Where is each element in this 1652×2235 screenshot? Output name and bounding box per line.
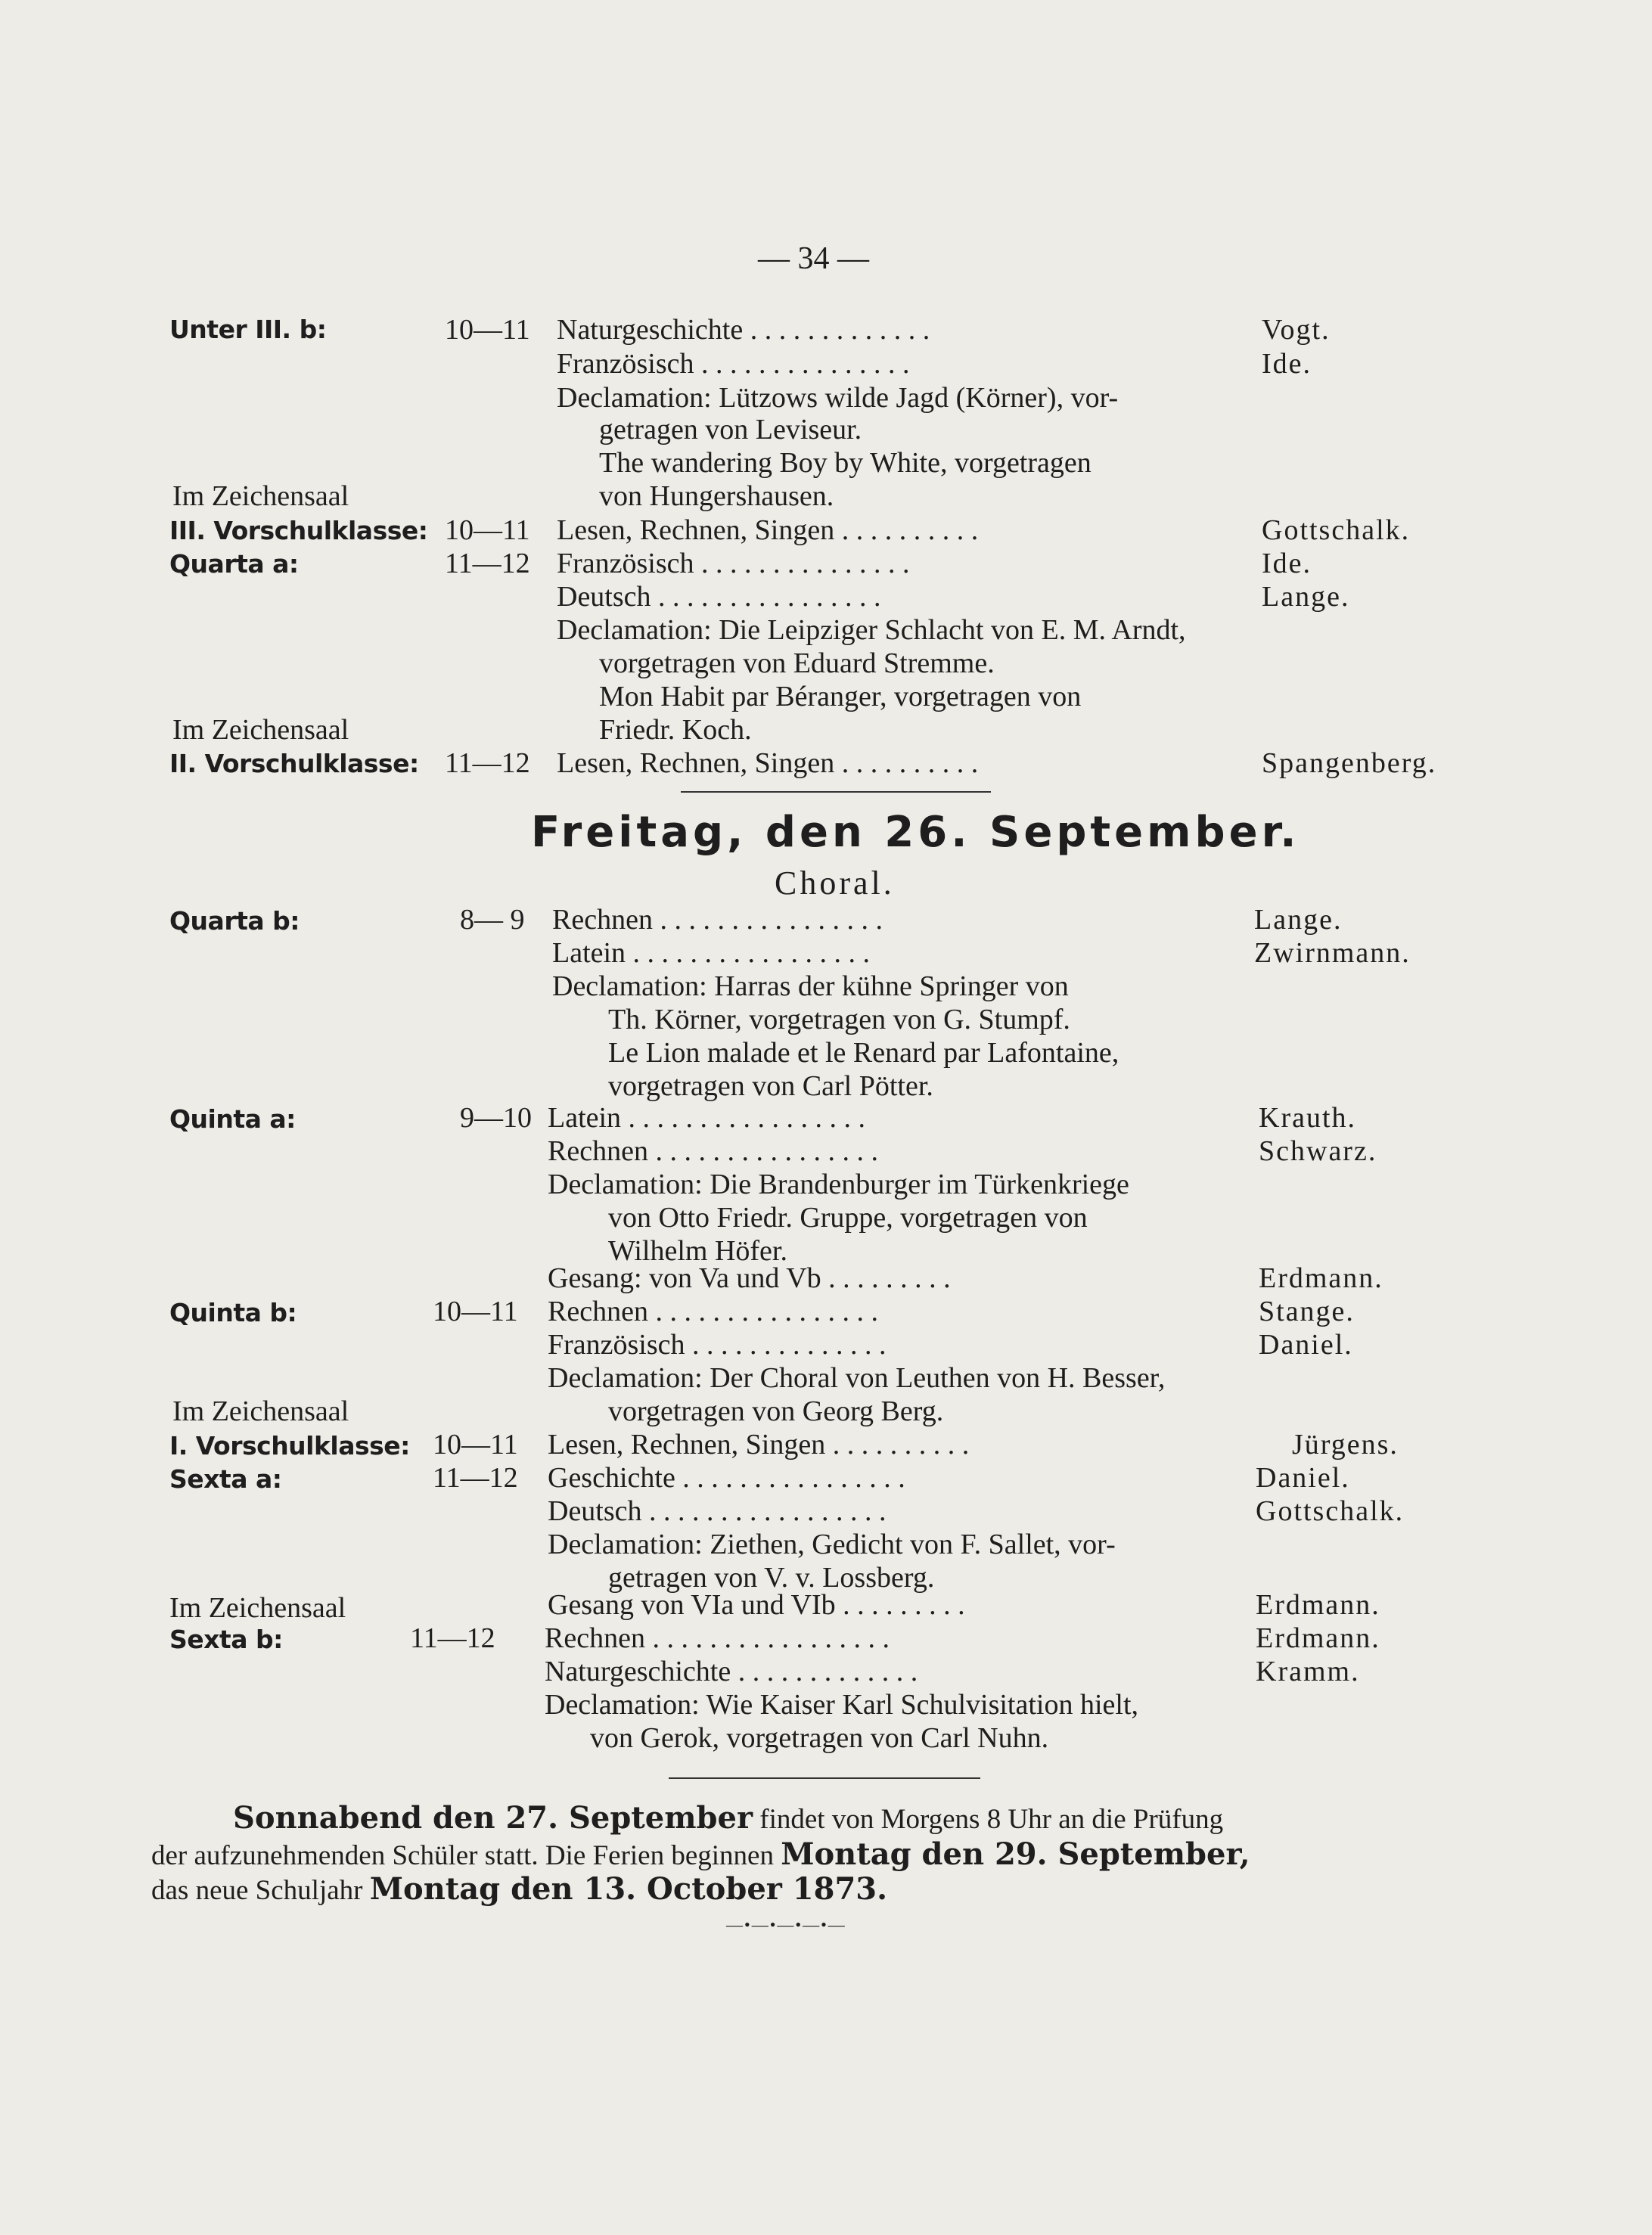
lesson-subject: Lesen, Rechnen, Singen . . . . . . . . . . — [548, 1429, 970, 1461]
lesson-subject: Naturgeschichte . . . . . . . . . . . . . — [545, 1656, 918, 1687]
room-note: Im Zeichensaal — [172, 1395, 349, 1427]
declamation-line: vorgetragen von Eduard Stremme. — [599, 647, 995, 679]
lesson-teacher: Erdmann. — [1259, 1262, 1383, 1294]
declamation-line: von Otto Friedr. Gruppe, vorgetragen von — [608, 1202, 1088, 1234]
lesson-teacher: Kramm. — [1256, 1656, 1360, 1687]
declamation-line: getragen von Leviseur. — [599, 414, 862, 445]
lesson-time: 8— 9 — [460, 904, 525, 936]
lesson-subject: Französisch . . . . . . . . . . . . . . . — [557, 348, 910, 380]
lesson-subject: Deutsch . . . . . . . . . . . . . . . . . — [548, 1495, 887, 1527]
declamation-line: Declamation: Harras der kühne Springer von — [552, 970, 1069, 1002]
lesson-teacher: Krauth. — [1259, 1102, 1357, 1134]
declamation-line: Le Lion malade et le Renard par Lafontaine, — [608, 1037, 1119, 1069]
lesson-teacher: Erdmann. — [1256, 1622, 1380, 1654]
lesson-subject: Latein . . . . . . . . . . . . . . . . . — [552, 937, 871, 969]
declamation-line: Friedr. Koch. — [599, 714, 752, 746]
class-label-sexta-b: Sexta b: — [169, 1625, 283, 1654]
lesson-teacher: Gottschalk. — [1262, 514, 1411, 546]
declamation-line: Declamation: Wie Kaiser Karl Schulvisitation hielt, — [545, 1689, 1139, 1721]
declamation-line: Declamation: Ziethen, Gedicht von F. Sallet, vor- — [548, 1529, 1116, 1560]
ornament-divider: —•—•—•—•— — [726, 1915, 846, 1934]
closing-line-3 — [151, 1871, 887, 1907]
lesson-subject: Rechnen . . . . . . . . . . . . . . . . — [552, 904, 883, 936]
lesson-teacher: Zwirnmann. — [1254, 937, 1411, 969]
declamation-line: Declamation: Die Brandenburger im Türkenkriege — [548, 1169, 1129, 1200]
lesson-teacher: Ide. — [1262, 348, 1312, 380]
closing-text: der aufzunehmenden Schüler statt. Die Ferien beginnen — [151, 1840, 781, 1871]
class-label-quinta-b: Quinta b: — [169, 1298, 297, 1327]
class-label-sexta-a: Sexta a: — [169, 1464, 282, 1494]
class-label-i-vorschulklasse: I. Vorschulklasse: — [169, 1431, 410, 1461]
lesson-subject: Latein . . . . . . . . . . . . . . . . . — [548, 1102, 866, 1134]
lesson-time: 11—12 — [445, 548, 530, 579]
closing-date-bold: Sonnabend den 27. September — [233, 1800, 753, 1836]
lesson-teacher: Daniel. — [1259, 1329, 1353, 1361]
room-note: Im Zeichensaal — [169, 1592, 346, 1624]
declamation-line: Wilhelm Höfer. — [608, 1235, 787, 1267]
class-label-quarta-b: Quarta b: — [169, 906, 300, 936]
day-heading: Freitag, den 26. September. — [531, 808, 1300, 857]
room-note: Im Zeichensaal — [172, 480, 349, 512]
class-label-quinta-a: Quinta a: — [169, 1104, 296, 1134]
declamation-line: Mon Habit par Béranger, vorgetragen von — [599, 681, 1082, 712]
closing-date-bold: Montag den 29. September, — [781, 1836, 1250, 1872]
declamation-line: Declamation: Die Leipziger Schlacht von E. M. Arndt, — [557, 614, 1186, 646]
lesson-teacher: Daniel. — [1256, 1462, 1350, 1494]
lesson-subject: Französisch . . . . . . . . . . . . . . — [548, 1329, 887, 1361]
lesson-subject: Lesen, Rechnen, Singen . . . . . . . . . . — [557, 747, 979, 779]
lesson-teacher: Gottschalk. — [1256, 1495, 1405, 1527]
closing-line-1 — [233, 1800, 1223, 1836]
lesson-teacher: Ide. — [1262, 548, 1312, 579]
declamation-line: Th. Körner, vorgetragen von G. Stumpf. — [608, 1004, 1070, 1035]
declamation-line: The wandering Boy by White, vorgetragen — [599, 447, 1092, 479]
lesson-subject: Naturgeschichte . . . . . . . . . . . . . — [557, 314, 930, 346]
closing-text: findet von Morgens 8 Uhr an die Prüfung — [753, 1804, 1224, 1835]
lesson-teacher: Jürgens. — [1292, 1429, 1399, 1461]
section-divider — [669, 1777, 980, 1779]
lesson-teacher: Vogt. — [1262, 314, 1331, 346]
lesson-teacher: Stange. — [1259, 1296, 1355, 1327]
page-number: — 34 — — [758, 241, 869, 276]
lesson-time: 11—12 — [410, 1622, 495, 1654]
lesson-subject: Deutsch . . . . . . . . . . . . . . . . — [557, 581, 881, 613]
lesson-time: 10—11 — [445, 514, 530, 546]
declamation-line: vorgetragen von Carl Pötter. — [608, 1070, 933, 1102]
lesson-subject: Lesen, Rechnen, Singen . . . . . . . . . . — [557, 514, 979, 546]
declamation-line: Declamation: Der Choral von Leuthen von H. Besser, — [548, 1362, 1166, 1394]
lesson-time: 9—10 — [460, 1102, 532, 1134]
lesson-subject: Rechnen . . . . . . . . . . . . . . . . . — [545, 1622, 890, 1654]
declamation-line: Declamation: Lützows wilde Jagd (Körner), vor- — [557, 382, 1119, 414]
lesson-time: 11—12 — [445, 747, 530, 779]
choral-note: Choral. — [775, 865, 895, 902]
class-label-quarta-a: Quarta a: — [169, 549, 299, 579]
declamation-line: getragen von V. v. Lossberg. — [608, 1562, 935, 1594]
lesson-subject: Französisch . . . . . . . . . . . . . . . — [557, 548, 910, 579]
lesson-teacher: Schwarz. — [1259, 1135, 1377, 1167]
lesson-subject: Rechnen . . . . . . . . . . . . . . . . — [548, 1135, 878, 1167]
declamation-line: von Hungershausen. — [599, 480, 834, 512]
room-note: Im Zeichensaal — [172, 714, 349, 746]
class-label-unter-iii-b: Unter III. b: — [169, 315, 327, 344]
lesson-subject: Gesang von VIa und VIb . . . . . . . . . — [548, 1589, 965, 1621]
lesson-subject: Gesang: von Va und Vb . . . . . . . . . — [548, 1262, 951, 1294]
lesson-time: 10—11 — [433, 1296, 518, 1327]
closing-text: das neue Schuljahr — [151, 1875, 370, 1906]
declamation-line: vorgetragen von Georg Berg. — [608, 1395, 944, 1427]
lesson-teacher: Lange. — [1254, 904, 1343, 936]
lesson-subject: Rechnen . . . . . . . . . . . . . . . . — [548, 1296, 878, 1327]
class-label-iii-vorschulklasse: III. Vorschulklasse: — [169, 516, 428, 545]
lesson-teacher: Spangenberg. — [1262, 747, 1437, 779]
lesson-time: 10—11 — [433, 1429, 518, 1461]
declamation-line: von Gerok, vorgetragen von Carl Nuhn. — [590, 1722, 1049, 1754]
lesson-subject: Geschichte . . . . . . . . . . . . . . . . — [548, 1462, 905, 1494]
closing-date-bold: Montag den 13. October 1873. — [369, 1871, 888, 1907]
lesson-teacher: Lange. — [1262, 581, 1350, 613]
lesson-time: 10—11 — [445, 314, 530, 346]
closing-line-2 — [151, 1836, 1250, 1872]
lesson-teacher: Erdmann. — [1256, 1589, 1380, 1621]
class-label-ii-vorschulklasse: II. Vorschulklasse: — [169, 749, 419, 778]
lesson-time: 11—12 — [433, 1462, 518, 1494]
section-divider — [681, 791, 991, 793]
